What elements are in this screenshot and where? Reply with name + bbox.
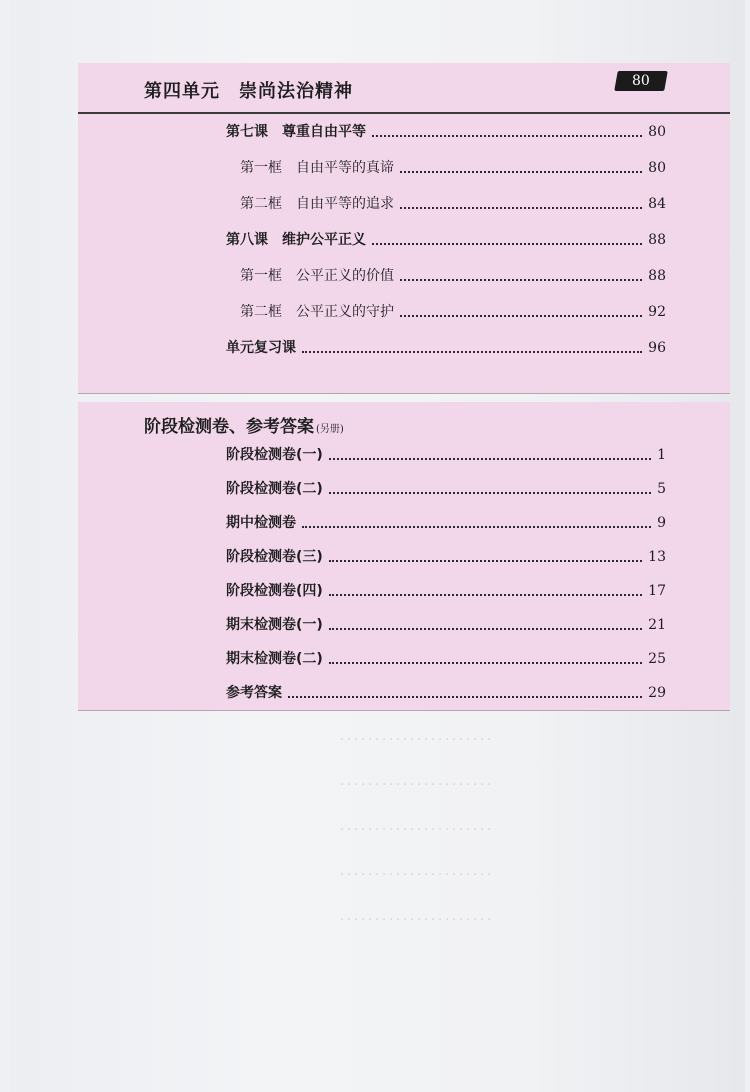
leader-dots bbox=[302, 351, 642, 353]
toc-entry-assessment[interactable]: 期末检测卷(二) 25 bbox=[226, 651, 666, 667]
toc-entry-assessment[interactable]: 期末检测卷(一) 21 bbox=[226, 617, 666, 633]
toc-entry-unit-review[interactable]: 单元复习课 96 bbox=[226, 340, 666, 356]
toc-entry-assessment[interactable]: 阶段检测卷(三) 13 bbox=[226, 549, 666, 565]
show-through-text: ．．．．．．．．．．．．．．．．．．．．．． bbox=[340, 863, 501, 879]
page-paper bbox=[10, 0, 745, 1092]
show-through-text: ．．．．．．．．．．．．．．．．．．．．．． bbox=[340, 773, 501, 789]
leader-dots bbox=[288, 696, 642, 698]
leader-dots bbox=[372, 243, 642, 245]
show-through-text: ．．．．．．．．．．．．．．．．．．．．．． bbox=[340, 728, 501, 744]
unit-title: 第四单元 崇尚法治精神 bbox=[144, 81, 353, 102]
leader-dots bbox=[400, 207, 642, 209]
leader-dots bbox=[400, 315, 642, 317]
unit-title-rule bbox=[78, 112, 730, 114]
leader-dots bbox=[329, 458, 651, 460]
toc-entry-assessment[interactable]: 阶段检测卷(四) 17 bbox=[226, 583, 666, 599]
show-through-text: ．．．．．．．．．．．．．．．．．．．．．． bbox=[340, 818, 501, 834]
toc-entry-assessment[interactable]: 期中检测卷 9 bbox=[226, 515, 666, 531]
leader-dots bbox=[302, 526, 651, 528]
toc-entry-lesson-8[interactable]: 第八课 维护公平正义 88 bbox=[226, 232, 666, 248]
unit-toc-section bbox=[78, 63, 730, 394]
toc-entry-assessment[interactable]: 阶段检测卷(二) 5 bbox=[226, 481, 666, 497]
toc-entry-answers[interactable]: 参考答案 29 bbox=[226, 685, 666, 701]
toc-entry-frame[interactable]: 第一框 公平正义的价值 88 bbox=[240, 268, 666, 284]
leader-dots bbox=[372, 135, 642, 137]
leader-dots bbox=[329, 662, 642, 664]
page-number-badge: 80 bbox=[614, 71, 668, 91]
toc-entry-assessment[interactable]: 阶段检测卷(一) 1 bbox=[226, 447, 666, 463]
assessment-title: 阶段检测卷、参考答案 (另册) bbox=[144, 417, 344, 437]
toc-entry-frame[interactable]: 第二框 公平正义的守护 92 bbox=[240, 304, 666, 320]
leader-dots bbox=[329, 492, 651, 494]
assessment-toc-section bbox=[78, 402, 730, 711]
toc-entry-frame[interactable]: 第一框 自由平等的真谛 80 bbox=[240, 160, 666, 176]
show-through-text: ．．．．．．．．．．．．．．．．．．．．．． bbox=[340, 908, 501, 924]
leader-dots bbox=[400, 171, 642, 173]
toc-entry-frame[interactable]: 第二框 自由平等的追求 84 bbox=[240, 196, 666, 212]
leader-dots bbox=[329, 628, 642, 630]
leader-dots bbox=[400, 279, 642, 281]
assessment-note: (另册) bbox=[316, 424, 344, 435]
toc-entry-lesson-7[interactable]: 第七课 尊重自由平等 80 bbox=[226, 124, 666, 140]
leader-dots bbox=[329, 560, 642, 562]
leader-dots bbox=[329, 594, 642, 596]
